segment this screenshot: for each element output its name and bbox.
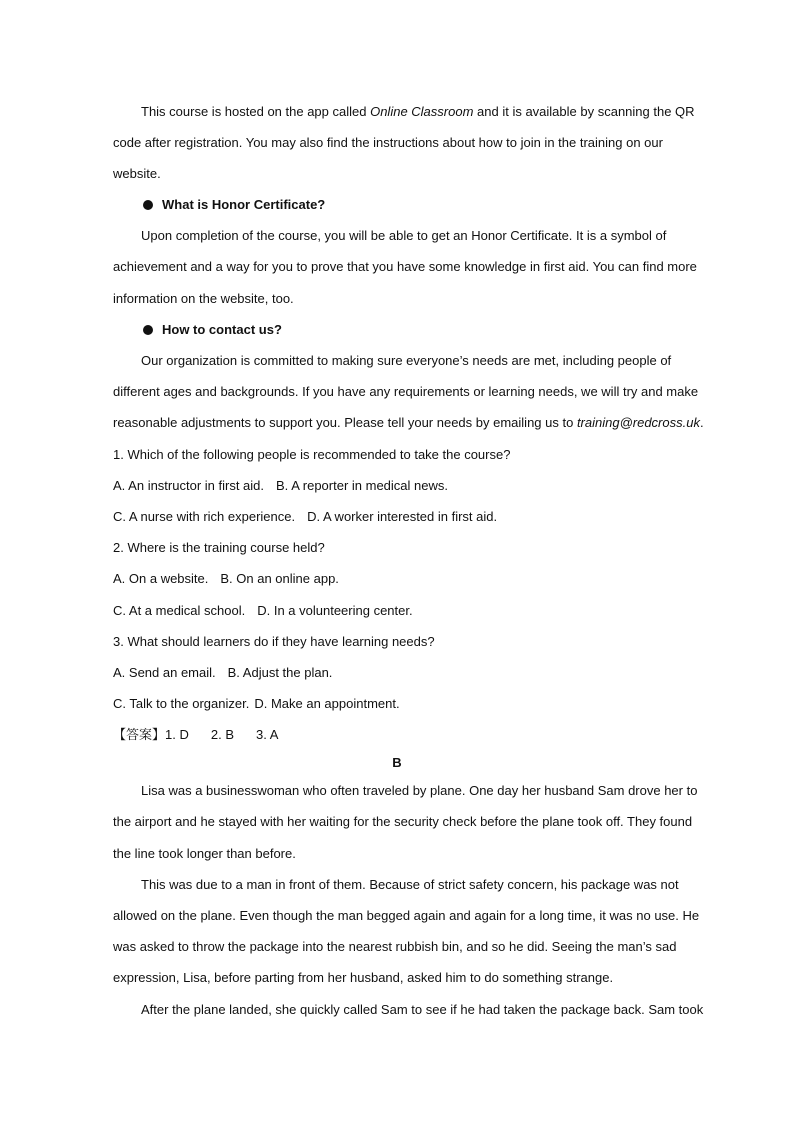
intro-line-2: code after registration. You may also find the instructions about how to join in the training on our [113,135,663,150]
question-1-options-cd [113,508,703,526]
email-address: training@redcross.uk [576,415,700,430]
text: This course is hosted on the app called [141,104,371,119]
answer-key [113,726,703,745]
honor-line-3: information on the website, too. [113,291,294,306]
passage-b-p3-line-1: After the plane landed, she quickly called Sam to see if he had taken the package back. Sam took [141,1002,704,1017]
question-1-options-ab [113,477,703,495]
question-1-stem: 1. Which of the following people is recommended to take the course? [113,447,511,462]
bullet-icon [143,200,153,210]
option-a: A. Send an email. [113,665,216,680]
option-c: C. At a medical school. [113,603,246,618]
heading-text: How to contact us? [162,322,282,337]
heading-text: What is Honor Certificate? [162,197,326,212]
option-d: D. A worker interested in first aid. [307,509,498,524]
passage-b-p1-line-1: Lisa was a businesswoman who often traveled by plane. One day her husband Sam drove her to [141,783,698,798]
option-a: A. On a website. [113,571,209,586]
text: and it is available by scanning the QR [473,104,695,119]
passage-b-p2-line-2: allowed on the plane. Even though the man begged again and again for a long time, it was no use. He [113,908,700,923]
question-2-options-cd [113,602,703,620]
option-c: C. A nurse with rich experience. [113,509,296,524]
app-name: Online Classroom [370,104,474,119]
passage-b-p2-line-1: This was due to a man in front of them. Because of strict safety concern, his package was not [141,877,679,892]
passage-b-p2-line-3: was asked to throw the package into the nearest rubbish bin, and so he did. Seeing the man’s sad [113,939,677,954]
option-b: B. On an online app. [220,571,339,586]
contact-line-2: different ages and backgrounds. If you have any requirements or learning needs, we will try and make [113,384,699,399]
option-a: A. An instructor in first aid. [113,478,265,493]
option-b: B. A reporter in medical news. [276,478,448,493]
answer-label: 【答案】 [113,728,166,743]
honor-line-1: Upon completion of the course, you will be able to get an Honor Certificate. It is a symbol of [141,228,667,243]
honor-heading [143,196,733,214]
passage-b-p1-line-2: the airport and he stayed with her waiting for the security check before the plane took off. They found [113,814,693,829]
section-b-title: B [392,755,402,770]
option-d: D. Make an appointment. [254,696,400,711]
answer-2: 2. B [210,727,234,742]
contact-line-3 [113,414,703,432]
intro-line-3: website. [113,166,161,181]
intro-line-1 [141,103,731,121]
passage-b-p1-line-3: the line took longer than before. [113,846,296,861]
option-b: B. Adjust the plan. [227,665,333,680]
text: reasonable adjustments to support you. Please tell your needs by emailing us to [113,415,577,430]
option-d: D. In a volunteering center. [257,603,413,618]
contact-heading [143,321,733,339]
question-2-options-ab [113,570,703,588]
question-3-options-ab [113,664,703,682]
bullet-icon [143,325,153,335]
text: . [699,415,704,430]
honor-line-2: achievement and a way for you to prove that you have some knowledge in first aid. You can find more [113,259,697,274]
question-2-stem: 2. Where is the training course held? [113,540,325,555]
answer-1: 1. D [165,727,189,742]
option-c: C. Talk to the organizer. [113,696,250,711]
answer-3: 3. A [255,727,279,742]
question-3-stem: 3. What should learners do if they have learning needs? [113,634,435,649]
contact-line-1: Our organization is committed to making sure everyone’s needs are met, including people of [141,353,672,368]
question-3-options-cd [113,695,703,713]
passage-b-p2-line-4: expression, Lisa, before parting from her husband, asked him to do something strange. [113,970,614,985]
